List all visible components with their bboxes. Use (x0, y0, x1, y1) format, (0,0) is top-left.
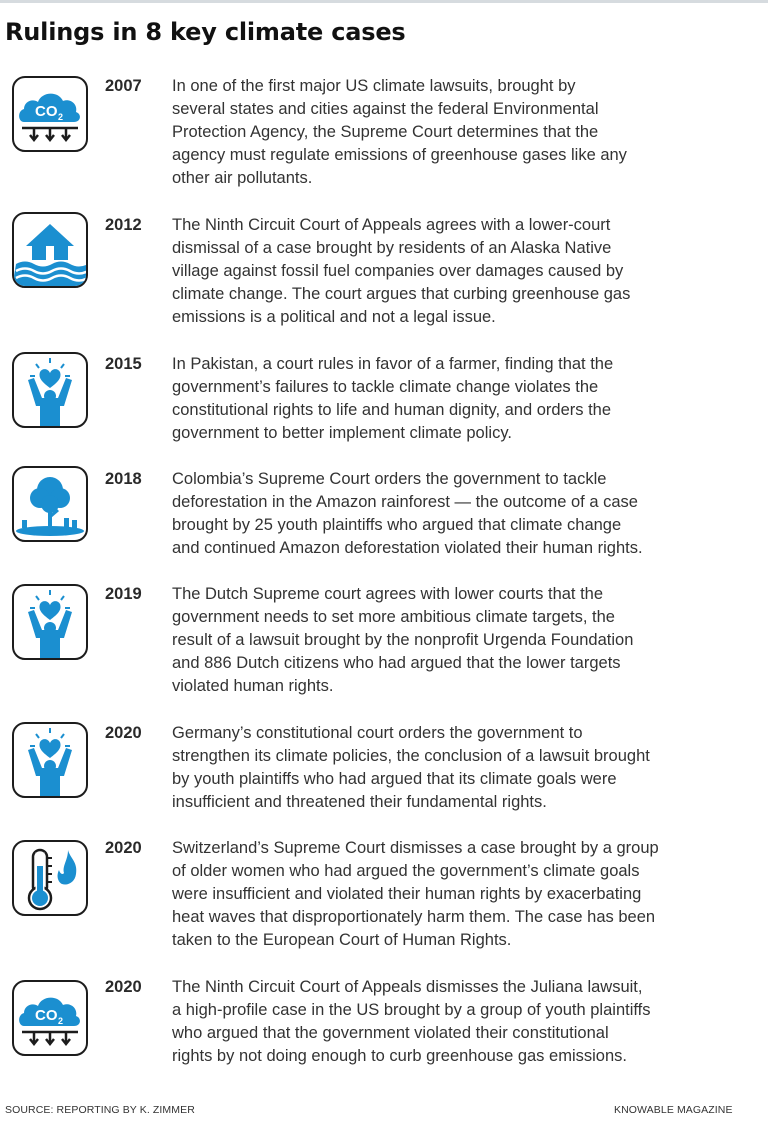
case-description-line: government to better implement climate policy. (172, 424, 512, 442)
case-description-line: heat waves that disproportionately harm them. The case has been (172, 908, 656, 926)
case-description-line: climate change. The court argues that curbing greenhouse gas (172, 285, 631, 303)
case-description-line: brought by 25 youth plaintiffs who argued that climate change (172, 516, 622, 534)
case-description-line: In Pakistan, a court rules in favor of a farmer, finding that the (172, 355, 614, 373)
case-description-line: agency must regulate emissions of greenhouse gases like any (172, 146, 627, 164)
case-description (172, 722, 768, 814)
case-description-line: In one of the first major US climate lawsuits, brought by (172, 77, 576, 95)
case-description-line: and continued Amazon deforestation violated their human rights. (172, 539, 643, 557)
thermometer-flame-icon (12, 840, 88, 916)
tree-stumps-icon (12, 466, 88, 542)
case-description-line: taken to the European Court of Human Rights. (172, 931, 512, 949)
co2-subscript: 2 (58, 112, 64, 122)
case-description-line: who argued that the government violated their constitutional (172, 1024, 609, 1042)
case-description-line: Germany’s constitutional court orders the government to (172, 724, 583, 742)
co2-cloud-icon (12, 980, 88, 1056)
case-year: 2020 (105, 724, 142, 742)
case-description-line: The Dutch Supreme court agrees with lower courts that the (172, 585, 604, 603)
case-year: 2020 (105, 839, 142, 857)
case-description (172, 75, 768, 190)
case-description-line: emissions is a political and not a legal issue. (172, 308, 496, 326)
case-description-line: and 886 Dutch citizens who had argued that the lower targets (172, 654, 621, 672)
case-description-line: by youth plaintiffs who had argued that its climate goals were (172, 770, 617, 788)
top-rule (0, 0, 768, 3)
person-heart-icon (12, 722, 88, 798)
case-year: 2019 (105, 585, 142, 603)
case-year: 2012 (105, 216, 142, 234)
case-description-line: of older women who had argued the government’s climate goals (172, 862, 640, 880)
case-description-line: were insufficient and violated their human rights by exacerbating (172, 885, 642, 903)
case-year: 2020 (105, 978, 142, 996)
source-note: SOURCE: REPORTING BY K. ZIMMER (5, 1104, 195, 1116)
case-year: 2018 (105, 470, 142, 488)
case-description (172, 214, 768, 329)
case-description-line: Protection Agency, the Supreme Court determines that the (172, 123, 599, 141)
case-description-line: dismissal of a case brought by residents of an Alaska Native (172, 239, 612, 257)
case-description (172, 353, 768, 445)
case-description-line: deforestation in the Amazon rainforest — the outcome of a case (172, 493, 638, 511)
case-description-line: village against fossil fuel companies over damages caused by (172, 262, 624, 280)
case-description-line: The Ninth Circuit Court of Appeals dismisses the Juliana lawsuit, (172, 978, 643, 996)
case-description-line: Switzerland’s Supreme Court dismisses a case brought by a group (172, 839, 659, 857)
person-heart-icon (12, 352, 88, 428)
case-description-line: strengthen its climate policies, the conclusion of a lawsuit brought (172, 747, 650, 765)
case-description-line: violated human rights. (172, 677, 334, 695)
flooded-house-icon (12, 212, 88, 288)
case-year: 2007 (105, 77, 142, 95)
case-description-line: a high-profile case in the US brought by a group of youth plaintiffs (172, 1001, 651, 1019)
co2-cloud-icon (12, 76, 88, 152)
case-description (172, 837, 768, 952)
case-description-line: Colombia’s Supreme Court orders the government to tackle (172, 470, 607, 488)
case-description-line: rights by not doing enough to curb greenhouse gas emissions. (172, 1047, 627, 1065)
publisher-credit: KNOWABLE MAGAZINE (614, 1104, 733, 1116)
case-year: 2015 (105, 355, 142, 373)
case-description-line: several states and cities against the federal Environmental (172, 100, 599, 118)
case-description-line: government’s failures to tackle climate change violates the (172, 378, 599, 396)
case-description-line: government needs to set more ambitious climate targets, the (172, 608, 615, 626)
case-description-line: constitutional rights to life and human dignity, and orders the (172, 401, 612, 419)
page-title: Rulings in 8 key climate cases (5, 18, 406, 46)
co2-subscript: 2 (58, 1016, 64, 1026)
co2-label: CO (35, 1007, 58, 1024)
co2-label: CO (35, 103, 58, 120)
person-heart-icon (12, 584, 88, 660)
case-description-line: result of a lawsuit brought by the nonprofit Urgenda Foundation (172, 631, 634, 649)
case-description-line: other air pollutants. (172, 169, 313, 187)
case-description-line: The Ninth Circuit Court of Appeals agrees with a lower-court (172, 216, 611, 234)
case-description (172, 583, 768, 698)
case-description (172, 976, 768, 1068)
case-description-line: insufficient and threatened their fundamental rights. (172, 793, 547, 811)
case-description (172, 468, 768, 560)
